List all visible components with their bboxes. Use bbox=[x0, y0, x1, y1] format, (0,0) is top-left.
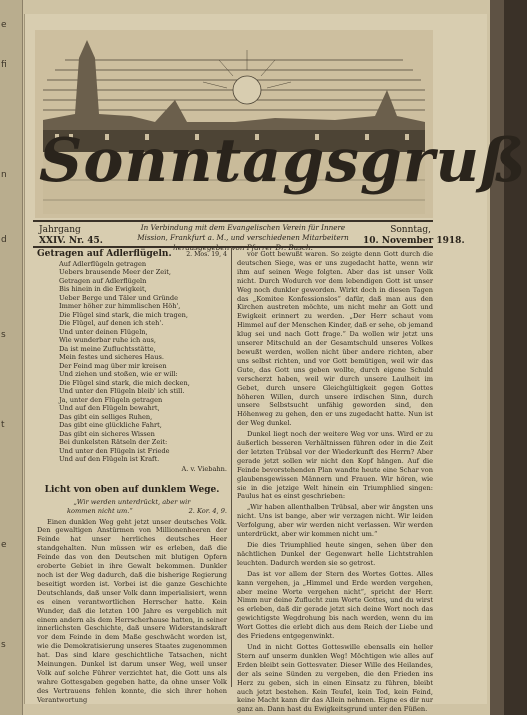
binding-edge bbox=[490, 0, 504, 715]
edge-mark: e bbox=[1, 540, 7, 550]
poem bbox=[59, 260, 227, 464]
poem-line: Bis hinein in die Ewigkeit, bbox=[59, 285, 147, 294]
article-2-title: Licht von oben auf dunklem Wege. bbox=[44, 484, 220, 495]
column-divider bbox=[231, 247, 232, 687]
poem-line: Der Feind mag über mir kreisen bbox=[59, 361, 167, 370]
poem-line: Ueber Berge und Täler und Gründe bbox=[59, 293, 179, 302]
article-2-motto-line-2 bbox=[37, 507, 227, 516]
poem-line: Wie wunderbar ruhe ich aus, bbox=[59, 336, 157, 345]
header-rule-top bbox=[33, 220, 433, 222]
previous-page-edge bbox=[0, 0, 23, 715]
edge-mark: s bbox=[1, 330, 6, 340]
poem-line: Da ist meine Zufluchtsstätte, bbox=[59, 344, 156, 353]
header-rule-bottom bbox=[33, 246, 433, 248]
volume-box bbox=[39, 225, 103, 247]
poem-line: Und auf den Flügeln bewahrt, bbox=[59, 404, 160, 413]
article-1-heading bbox=[37, 250, 227, 260]
article-1-reference: 2. Mos. 19, 4 bbox=[186, 251, 227, 258]
poem-author: A. v. Viebahn. bbox=[181, 464, 227, 473]
volume-label: Jahrgang bbox=[39, 225, 81, 235]
poem-line: Und unter den Flügeln ist Friede bbox=[59, 446, 170, 455]
article-2-motto-line-1: „Wir werden unterdrückt, aber wir bbox=[73, 497, 191, 506]
poem-line: Das gibt ein selliges Ruhen, bbox=[59, 412, 153, 421]
issue-day: Sonntag, bbox=[390, 225, 431, 235]
edge-mark: n bbox=[1, 170, 7, 180]
date-box bbox=[363, 225, 465, 247]
motto-text: kommen nicht um.“ bbox=[67, 506, 133, 515]
edge-mark: e bbox=[1, 20, 7, 30]
volume-number: XXIV. Nr. 45. bbox=[39, 236, 103, 246]
column-2-paragraph: Das ist vor allem der Stern des Wortes Gottes. Alles kann vergehen, ja „Himmel und Erde werden vergehen, aber meine Worte vergehen nicht“, spricht der Herr. Nimm nur deine Zuflucht zum Worte Gottes, und du wirst es erleben, daß dir gerade jetzt sich deine Wort noch das gewichtigste Wegdrohung bis nach werden, wenn du im Wort Gottes die erlebt dich aus dem Reich der Liebe und des Friedens entgegenwinkt. bbox=[237, 569, 433, 641]
poem-line: Mein festes und sicheres Haus. bbox=[59, 353, 164, 362]
column-2-paragraph: vor Gott bewußt waren. So zeigte denn Gott durch die deutschen Siege, was er uns zugedacht hatte, wenn wir ihm auf seinen Wege folgten. Aber das ist unser Volk nicht. Durch Wodurch vor dem lebendigen Gott ist unser Weg noch dunkler geworden. Wirkt doch in diesen Tagen das „Komitee Konfessionslos“ dafür, daß man aus den Kirchen austreten möchte, um nicht mehr an Gott und Ewigkeit erinnert zu werden. „Der Herr schaut vom Himmel auf der Menschen Kinder, daß er sehe, ob jemand klug sei und nach Gott frage.“ Da wollen wir jetzt uns unserer Mitschuld an der Gesamtschuld unseres Volkes bewußt werden, wollen nicht über andere richten, aber uns selbst richten, und vor Gott bemütigen, weil wir das Gute, das Gott uns geben wollte, durch eigene Schuld verscherzt haben, weil wir durch unsere Laulheit im Gebet, durch unsere Gleichgültigkeit gegen Gottes höheren Willen, durch unsere irdischen Sinn, durch unsere Selbstsucht unfähig geworden sind, den Höhenweg zu gehen, den er uns zugedacht hatte. Nun ist der Weg dunkel. bbox=[237, 250, 433, 428]
issue-date: 10. November 1918. bbox=[363, 236, 465, 246]
edge-mark: fi bbox=[1, 60, 7, 70]
poem-line: Immer höher zur himmlischen Höh', bbox=[59, 302, 181, 311]
article-2-body: Einen dunklen Weg geht jetzt unser deutsches Volk. Den gewaltigen Anstürmen von Millionenheeren der Feinde hat unser herrliches deutsches Heer standgehalten. Nun müssen wir es erleben, daß die Feinde das von den Deutschen mit blutigen Opfern eroberte Gebiet in ihre Gewalt bekommen. Dunkler noch ist der Weg dadurch, daß die bisherige Regierung beseitigt worden ist. Vorbei ist die ganze Geschichte Deutschlands, daß unser Volk dann imperialisiert, wenn es einen verantwortlichen Herrscher hatte. Kein Wunder, daß die letzten 100 Jahre es vergeblich mit einem andern als dem Herrscherhause hatten, in seiner innerlichsten Geschichte, daß unsere Widerstandskraft vor dem Feinde in dem Maße geschwächt worden ist, wie die Demokratisierung unseres Staates zugenommen hat. Das sind klare geschichtliche Tatsachen, nicht Meinungen. Dunkel ist darum unser Weg, weil unser Volk auf solche Führer verzichtet hat, die Gott uns als wahre Gottesgaben gegeben hatte, da ohne unser Volk des Vertrauens fehlen konnte, die sich ihrer hohen Verantwortung bbox=[37, 517, 227, 704]
right-column bbox=[237, 250, 433, 714]
poem-line: Und unter den Flügeln bleib' ich still. bbox=[59, 387, 185, 396]
newspaper-sheet bbox=[24, 14, 527, 714]
masthead-title: Sonntagsgruß bbox=[39, 126, 527, 196]
poem-line: Getragen auf Adlerflügeln bbox=[59, 276, 147, 285]
edge-mark: t bbox=[1, 420, 5, 430]
poem-line: Die Flügel sind stark, die mich tragen, bbox=[59, 310, 188, 319]
edge-mark: d bbox=[1, 235, 7, 245]
poem-line: Ja, unter den Flügeln getragen bbox=[59, 395, 163, 404]
poem-line: Und auf den Flügeln ist Kraft. bbox=[59, 455, 160, 464]
poem-line: Das gibt eine glückliche Fahrt, bbox=[59, 421, 162, 430]
poem-line: Uebers brausende Meer der Zeit, bbox=[59, 268, 172, 277]
edge-mark: s bbox=[1, 640, 6, 650]
column-2-paragraph: Dunkel liegt noch der weitere Weg vor uns. Wird er zu äußerlich besseren Verhältnissen führen oder in die Zeit der letzten Trübsal vor der Wiederkunft des Herrn? Aber gerade jetzt sollen wir nicht den Kopf hängen. Auf die Feinde bevorstehenden Plan wandte heute eine Schar von glaubensgewissen Männern und Frauen. Wir hören, wie sie in die jetzige Welt hinein ein Triumphlied singen: Paulus hat es einst geschrieben: bbox=[237, 430, 433, 501]
poem-line: Die Flügel, auf denen ich steh'. bbox=[59, 319, 164, 328]
column-2-paragraph: „Wir haben allenthalben Trübsal, aber wir ängsten uns nicht. Uns ist bange, aber wir verzagen nicht. Wir leiden Verfolgung, aber wir werden nicht verlassen. Wir werden unterdrückt, aber wir kommen nicht um.“ bbox=[237, 503, 433, 539]
article-1-title: Getragen auf Adlerflügeln. bbox=[37, 249, 172, 259]
poem-line: Auf Adlerflügeln getragen bbox=[59, 259, 147, 268]
poem-line: Bei dunkelsten Rätseln der Zeit: bbox=[59, 438, 168, 447]
left-column bbox=[37, 249, 227, 704]
publisher-line-2: Mission, Frankfurt a. M., und verschiedenen Mitarbeitern bbox=[137, 233, 349, 242]
poem-line: Und ziehen und stoßen, wie er will: bbox=[59, 370, 178, 379]
column-2-paragraph: Die dies Triumphlied heute singen, sehen über den nächtlichen Dunkel der Gegenwart helle Lichtstrahlen leuchten. Dadurch werden sie so getrost. bbox=[237, 541, 433, 567]
poem-line: Das gibt ein sicheres Wissen bbox=[59, 429, 155, 438]
poem-line: Die Flügel sind stark, die mich decken, bbox=[59, 378, 190, 387]
publisher-line-1: In Verbindung mit dem Evangelischen Verein für Innere bbox=[140, 223, 346, 232]
poem-line: Und unter deinen Flügeln, bbox=[59, 327, 148, 336]
column-2-paragraph: Und in nicht Gottes Gotteswille ebensalls ein heller Stern auf unserm dunklen Weg! Möchtigen wie alles auf Erden bleibt sein Gottesvater. Dieser Wille des Heilandes, der als seine Sünden zu vergeben, die den Frieden ins Herz zu geben, sich in einen Einsatz zu führen, bleibt auch jetzt bestehen. Kein Teufel, kein Tod, kein Feind, keine Macht kann dir das Allein nehmen. Eigne es dir nur ganz an. Dann hast du Ewigkeitsgrund unter den Füßen. bbox=[237, 642, 433, 714]
motto-reference: 2. Kor. 4, 9. bbox=[188, 506, 227, 515]
